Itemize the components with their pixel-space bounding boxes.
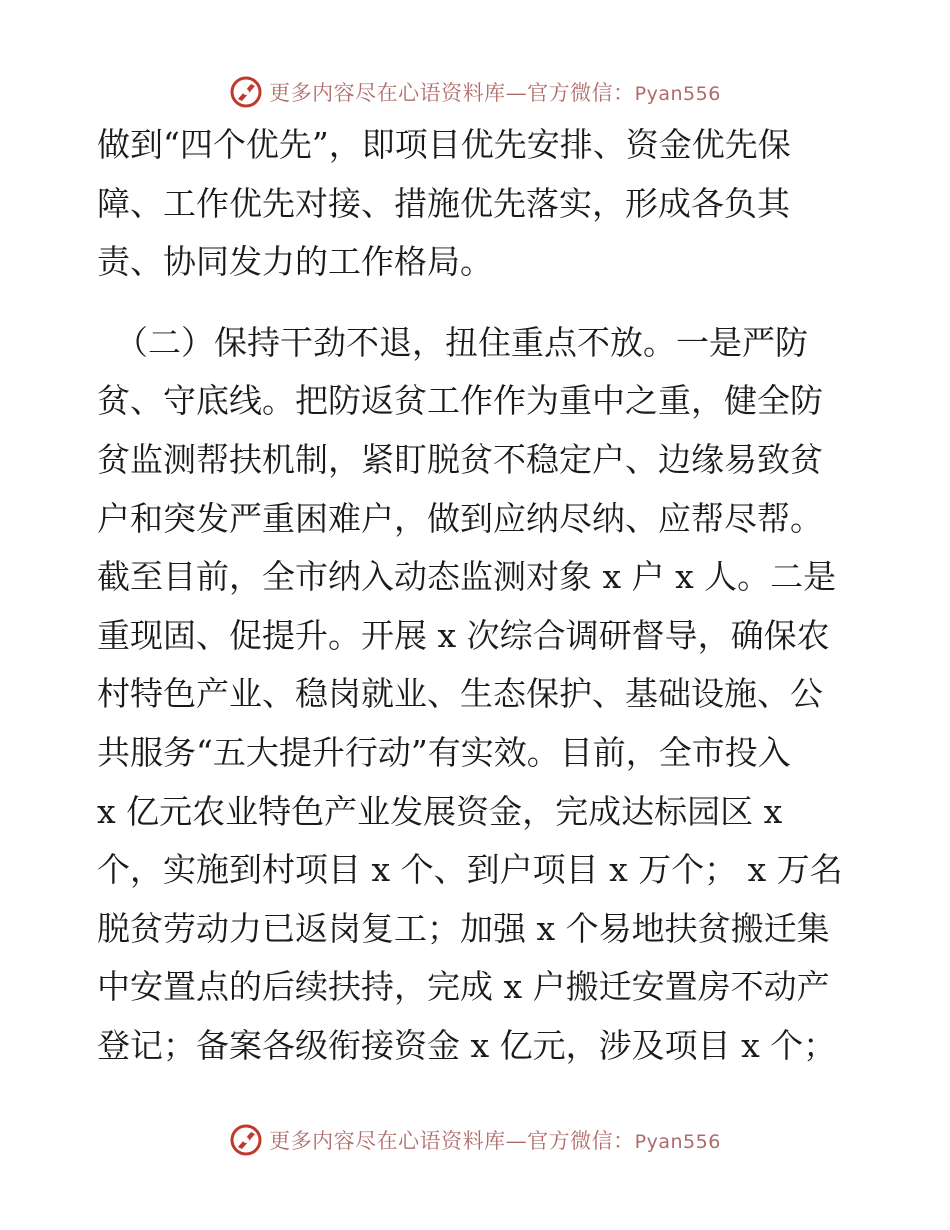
text-line: 脱贫劳动力已返岗复工；加强 x 个易地扶贫搬迁集: [97, 908, 830, 948]
text-line: 贫监测帮扶机制，紧盯脱贫不稳定户、边缘易致贫: [97, 439, 823, 479]
banner-wechat-label: 官方微信：: [527, 1129, 635, 1153]
banner-wechat-id: Pyan556: [634, 1131, 721, 1153]
banner-separator: —: [505, 81, 528, 105]
quill-logo-icon: [229, 1123, 263, 1157]
banner-text: [269, 77, 721, 107]
text-line: 截至目前，全市纳入动态监测对象 x 户 x 人。二是: [97, 557, 837, 597]
footer-banner: [0, 1118, 950, 1162]
text-line: 责、协同发力的工作格局。: [97, 242, 493, 282]
paragraph-2: [97, 314, 857, 1076]
text-line: 做到“四个优先”，即项目优先安排、资金优先保: [97, 125, 791, 164]
paragraph-1: [97, 116, 857, 292]
banner-title: 更多内容尽在心语资料库: [269, 1129, 506, 1153]
banner-separator: —: [505, 1129, 528, 1153]
header-banner: [0, 70, 950, 114]
text-line: 个，实施到村项目 x 个、到户项目 x 万个； x 万名: [97, 850, 843, 890]
text-line: 户和突发严重困难户，做到应纳尽纳、应帮尽帮。: [97, 498, 823, 538]
text-line: 贫、守底线。把防返贫工作作为重中之重，健全防: [97, 381, 823, 421]
document-body: [97, 116, 857, 1076]
banner-title: 更多内容尽在心语资料库: [269, 81, 506, 105]
text-line: x 亿元农业特色产业发展资金，完成达标园区 x: [97, 791, 783, 831]
banner-wechat-id: Pyan556: [634, 83, 721, 105]
text-line: （二）保持干劲不退，扭住重点不放。一是严防: [115, 322, 808, 362]
text-line: 障、工作优先对接、措施优先落实，形成各负其: [97, 183, 790, 223]
text-line: 共服务“五大提升行动”有实效。目前，全市投入: [97, 732, 791, 772]
paragraph-gap: [97, 292, 857, 314]
text-line: 重现固、促提升。开展 x 次综合调研督导，确保农: [97, 615, 830, 655]
text-line: 村特色产业、稳岗就业、生态保护、基础设施、公: [97, 674, 823, 714]
quill-logo-icon: [229, 75, 263, 109]
text-line: 登记；备案各级衔接资金 x 亿元，涉及项目 x 个；: [97, 1025, 837, 1065]
text-line: 中安置点的后续扶持，完成 x 户搬迁安置房不动产: [97, 967, 830, 1007]
banner-text: [269, 1125, 721, 1155]
banner-wechat-label: 官方微信：: [527, 81, 635, 105]
